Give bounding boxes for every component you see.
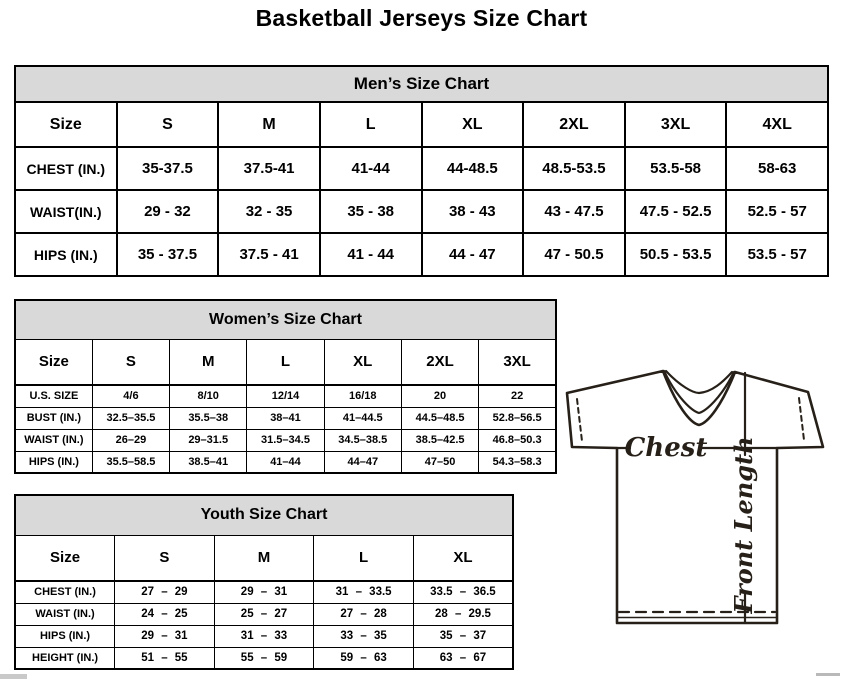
column-header: L [320,102,422,147]
table-cell: 38–41 [247,407,324,429]
column-header: 4XL [726,102,828,147]
table-cell: 50.5 - 53.5 [625,233,727,276]
column-header: Size [15,535,115,581]
table-cell: 31 – 33.5 [314,581,414,603]
table-cell: 4/6 [92,385,169,407]
womens-size-table [14,299,557,474]
table-cell: 33 – 35 [314,625,414,647]
table-cell: 41-44 [320,147,422,190]
chest-label: Chest [624,433,708,463]
table-cell: 26–29 [92,429,169,451]
table-cell: 35 - 37.5 [117,233,219,276]
horizontal-scrollbar-fragment-right[interactable] [816,673,840,676]
row-label: BUST (IN.) [15,407,92,429]
table-cell: 44–47 [324,451,401,473]
table-title: Men’s Size Chart [15,66,828,102]
table-cell: 58-63 [726,147,828,190]
table-cell: 22 [479,385,556,407]
table-cell: 63 – 67 [413,647,513,669]
table-cell: 24 – 25 [115,603,215,625]
row-label: WAIST (IN.) [15,603,115,625]
table-cell: 48.5-53.5 [523,147,625,190]
table-cell: 55 – 59 [214,647,314,669]
row-label: HIPS (IN.) [15,451,92,473]
table-cell: 31 – 33 [214,625,314,647]
column-header: Size [15,102,117,147]
row-label: HIPS (IN.) [15,625,115,647]
table-cell: 51 – 55 [115,647,215,669]
table-cell: 44 - 47 [422,233,524,276]
row-label: U.S. SIZE [15,385,92,407]
table-cell: 43 - 47.5 [523,190,625,233]
youth-size-table [14,494,514,670]
front-length-label: Front Length [729,436,758,614]
table-cell: 54.3–58.3 [479,451,556,473]
table-cell: 20 [401,385,478,407]
table-cell: 35-37.5 [117,147,219,190]
table-cell: 47.5 - 52.5 [625,190,727,233]
column-header: L [247,339,324,385]
table-row [15,429,556,451]
table-row [15,625,513,647]
table-cell: 29 - 32 [117,190,219,233]
row-label: CHEST (IN.) [15,147,117,190]
table-cell: 59 – 63 [314,647,414,669]
column-header: M [170,339,247,385]
table-row [15,407,556,429]
table-cell: 53.5-58 [625,147,727,190]
table-cell: 33.5 – 36.5 [413,581,513,603]
table-row [15,451,556,473]
column-header: XL [422,102,524,147]
table-cell: 32 - 35 [218,190,320,233]
table-cell: 37.5-41 [218,147,320,190]
table-row [15,647,513,669]
row-label: CHEST (IN.) [15,581,115,603]
table-cell: 52.8–56.5 [479,407,556,429]
column-header: XL [413,535,513,581]
table-cell: 38.5–41 [170,451,247,473]
table-cell: 47–50 [401,451,478,473]
column-header: 3XL [625,102,727,147]
table-cell: 27 – 28 [314,603,414,625]
table-cell: 28 – 29.5 [413,603,513,625]
jersey-body-outline [567,371,823,623]
table-cell: 34.5–38.5 [324,429,401,451]
table-cell: 25 – 27 [214,603,314,625]
table-cell: 41–44.5 [324,407,401,429]
table-cell: 44.5–48.5 [401,407,478,429]
table-cell: 35 - 38 [320,190,422,233]
column-header: 2XL [523,102,625,147]
table-cell: 41–44 [247,451,324,473]
column-header: S [115,535,215,581]
table-cell: 53.5 - 57 [726,233,828,276]
table-cell: 35.5–38 [170,407,247,429]
table-cell: 46.8–50.3 [479,429,556,451]
column-header: 3XL [479,339,556,385]
column-header: M [214,535,314,581]
page-title: Basketball Jerseys Size Chart [255,5,588,31]
table-cell: 16/18 [324,385,401,407]
table-row [15,190,828,233]
table-cell: 29 – 31 [115,625,215,647]
table-cell: 44-48.5 [422,147,524,190]
jersey-outline-drawing [556,360,836,632]
table-cell: 38 - 43 [422,190,524,233]
table-cell: 12/14 [247,385,324,407]
table-row [15,147,828,190]
table-row [15,233,828,276]
table-cell: 31.5–34.5 [247,429,324,451]
table-title: Women’s Size Chart [15,300,556,339]
table-cell: 37.5 - 41 [218,233,320,276]
table-title: Youth Size Chart [15,495,513,535]
table-cell: 32.5–35.5 [92,407,169,429]
table-cell: 41 - 44 [320,233,422,276]
table-cell: 38.5–42.5 [401,429,478,451]
table-cell: 47 - 50.5 [523,233,625,276]
table-cell: 35.5–58.5 [92,451,169,473]
table-row [15,385,556,407]
row-label: WAIST(IN.) [15,190,117,233]
table-cell: 52.5 - 57 [726,190,828,233]
table-cell: 35 – 37 [413,625,513,647]
column-header: 2XL [401,339,478,385]
column-header: S [92,339,169,385]
row-label: HEIGHT (IN.) [15,647,115,669]
table-row [15,603,513,625]
column-header: S [117,102,219,147]
table-row [15,581,513,603]
table-cell: 8/10 [170,385,247,407]
table-cell: 29 – 31 [214,581,314,603]
horizontal-scrollbar-fragment-left[interactable] [0,674,27,679]
table-cell: 29–31.5 [170,429,247,451]
column-header: M [218,102,320,147]
row-label: WAIST (IN.) [15,429,92,451]
jersey-measurement-diagram [556,360,836,632]
column-header: XL [324,339,401,385]
table-cell: 27 – 29 [115,581,215,603]
row-label: HIPS (IN.) [15,233,117,276]
mens-size-table [14,65,829,277]
column-header: L [314,535,414,581]
column-header: Size [15,339,92,385]
